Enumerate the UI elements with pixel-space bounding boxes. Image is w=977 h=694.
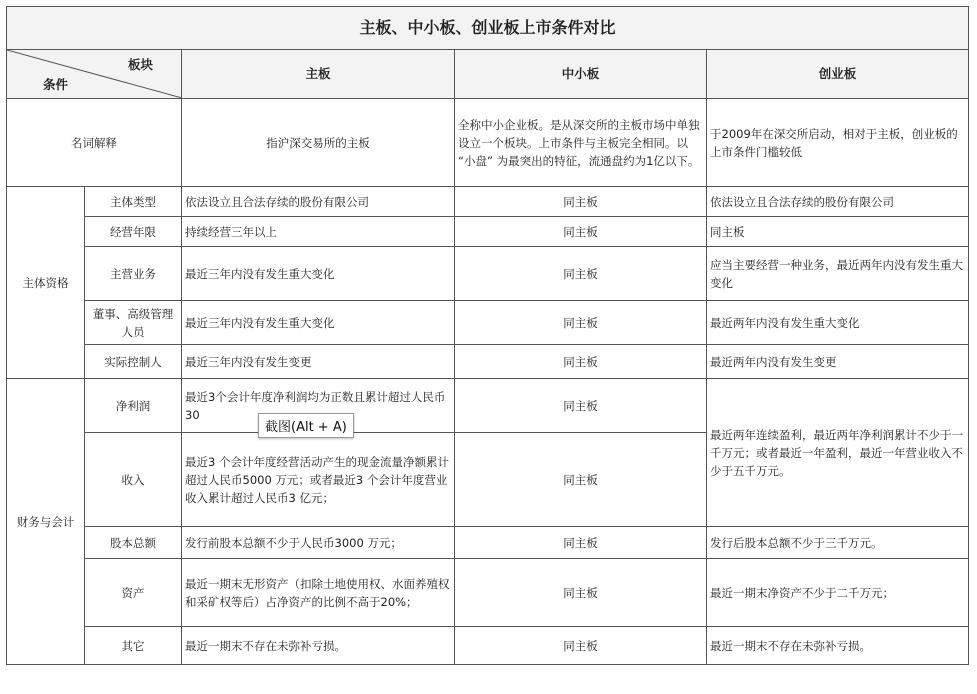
definition-main: 指沪深交易所的主板 xyxy=(182,99,455,187)
net-profit-sme: 同主板 xyxy=(455,379,707,433)
corner-bottom-label: 条件 xyxy=(43,77,69,92)
comparison-table xyxy=(6,6,969,665)
capital-label: 股本总额 xyxy=(85,527,182,559)
assets-sme: 同主板 xyxy=(455,559,707,627)
assets-label: 资产 xyxy=(85,559,182,627)
business-label: 主营业务 xyxy=(85,247,182,301)
net-profit-label: 净利润 xyxy=(85,379,182,433)
entity-type-main: 依法设立且合法存续的股份有限公司 xyxy=(182,187,455,217)
definition-sme: 全称中小企业板。是从深交所的主板市场中单独设立一个板块。上市条件与主板完全相同。以 “小盘” 为最突出的特征，流通盘约为1亿以下。 xyxy=(455,99,707,187)
capital-sme: 同主板 xyxy=(455,527,707,559)
definition-gem: 于2009年在深交所启动，相对于主板，创业板的上市条件门槛较低 xyxy=(707,99,969,187)
directors-gem: 最近两年内没有发生重大变化 xyxy=(707,301,969,345)
other-main: 最近一期末不存在未弥补亏损。 xyxy=(182,627,455,665)
revenue-sme: 同主板 xyxy=(455,433,707,527)
years-sme: 同主板 xyxy=(455,217,707,247)
comparison-table-frame xyxy=(6,6,968,688)
entity-type-sme: 同主板 xyxy=(455,187,707,217)
corner-top-label: 板块 xyxy=(127,57,153,72)
finance-group-label: 财务与会计 xyxy=(7,379,85,665)
directors-label: 董事、高级管理人员 xyxy=(85,301,182,345)
years-gem: 同主板 xyxy=(707,217,969,247)
other-gem: 最近一期末不存在未弥补亏损。 xyxy=(707,627,969,665)
controller-gem: 最近两年内没有发生变更 xyxy=(707,345,969,379)
other-label: 其它 xyxy=(85,627,182,665)
years-main: 持续经营三年以上 xyxy=(182,217,455,247)
entity-type-gem: 依法设立且合法存续的股份有限公司 xyxy=(707,187,969,217)
assets-main: 最近一期末无形资产（扣除土地使用权、水面养殖权和采矿权等后）占净资产的比例不高于20%； xyxy=(182,559,455,627)
controller-sme: 同主板 xyxy=(455,345,707,379)
net-profit-main: 最近3个会计年度净利润均为正数且累计超过人民币30 xyxy=(182,379,455,433)
entity-group-label: 主体资格 xyxy=(7,187,85,379)
header-corner xyxy=(7,50,182,99)
controller-label: 实际控制人 xyxy=(85,345,182,379)
directors-main: 最近三年内没有发生重大变化 xyxy=(182,301,455,345)
definition-label: 名词解释 xyxy=(7,99,182,187)
business-sme: 同主板 xyxy=(455,247,707,301)
other-sme: 同主板 xyxy=(455,627,707,665)
screenshot-tooltip: 截图(Alt + A) xyxy=(258,413,354,438)
revenue-main: 最近3 个会计年度经营活动产生的现金流量净额累计超过人民币5000 万元；或者最近3 个会计年度营业收入累计超过人民币3 亿元； xyxy=(182,433,455,527)
header-main: 主板 xyxy=(182,50,455,99)
profit-revenue-gem: 最近两年连续盈利，最近两年净利润累计不少于一千万元；或者最近一年盈利，最近一年营业收入不少于五千万元。 xyxy=(707,379,969,527)
capital-main: 发行前股本总额不少于人民币3000 万元； xyxy=(182,527,455,559)
assets-gem: 最近一期末净资产不少于二千万元； xyxy=(707,559,969,627)
controller-main: 最近三年内没有发生变更 xyxy=(182,345,455,379)
header-gem: 创业板 xyxy=(707,50,969,99)
revenue-label: 收入 xyxy=(85,433,182,527)
years-label: 经营年限 xyxy=(85,217,182,247)
business-main: 最近三年内没有发生重大变化 xyxy=(182,247,455,301)
capital-gem: 发行后股本总额不少于三千万元。 xyxy=(707,527,969,559)
table-title: 主板、中小板、创业板上市条件对比 xyxy=(7,7,969,50)
entity-type-label: 主体类型 xyxy=(85,187,182,217)
header-sme: 中小板 xyxy=(455,50,707,99)
directors-sme: 同主板 xyxy=(455,301,707,345)
business-gem: 应当主要经营一种业务，最近两年内没有发生重大变化 xyxy=(707,247,969,301)
diagonal-line xyxy=(7,50,182,98)
